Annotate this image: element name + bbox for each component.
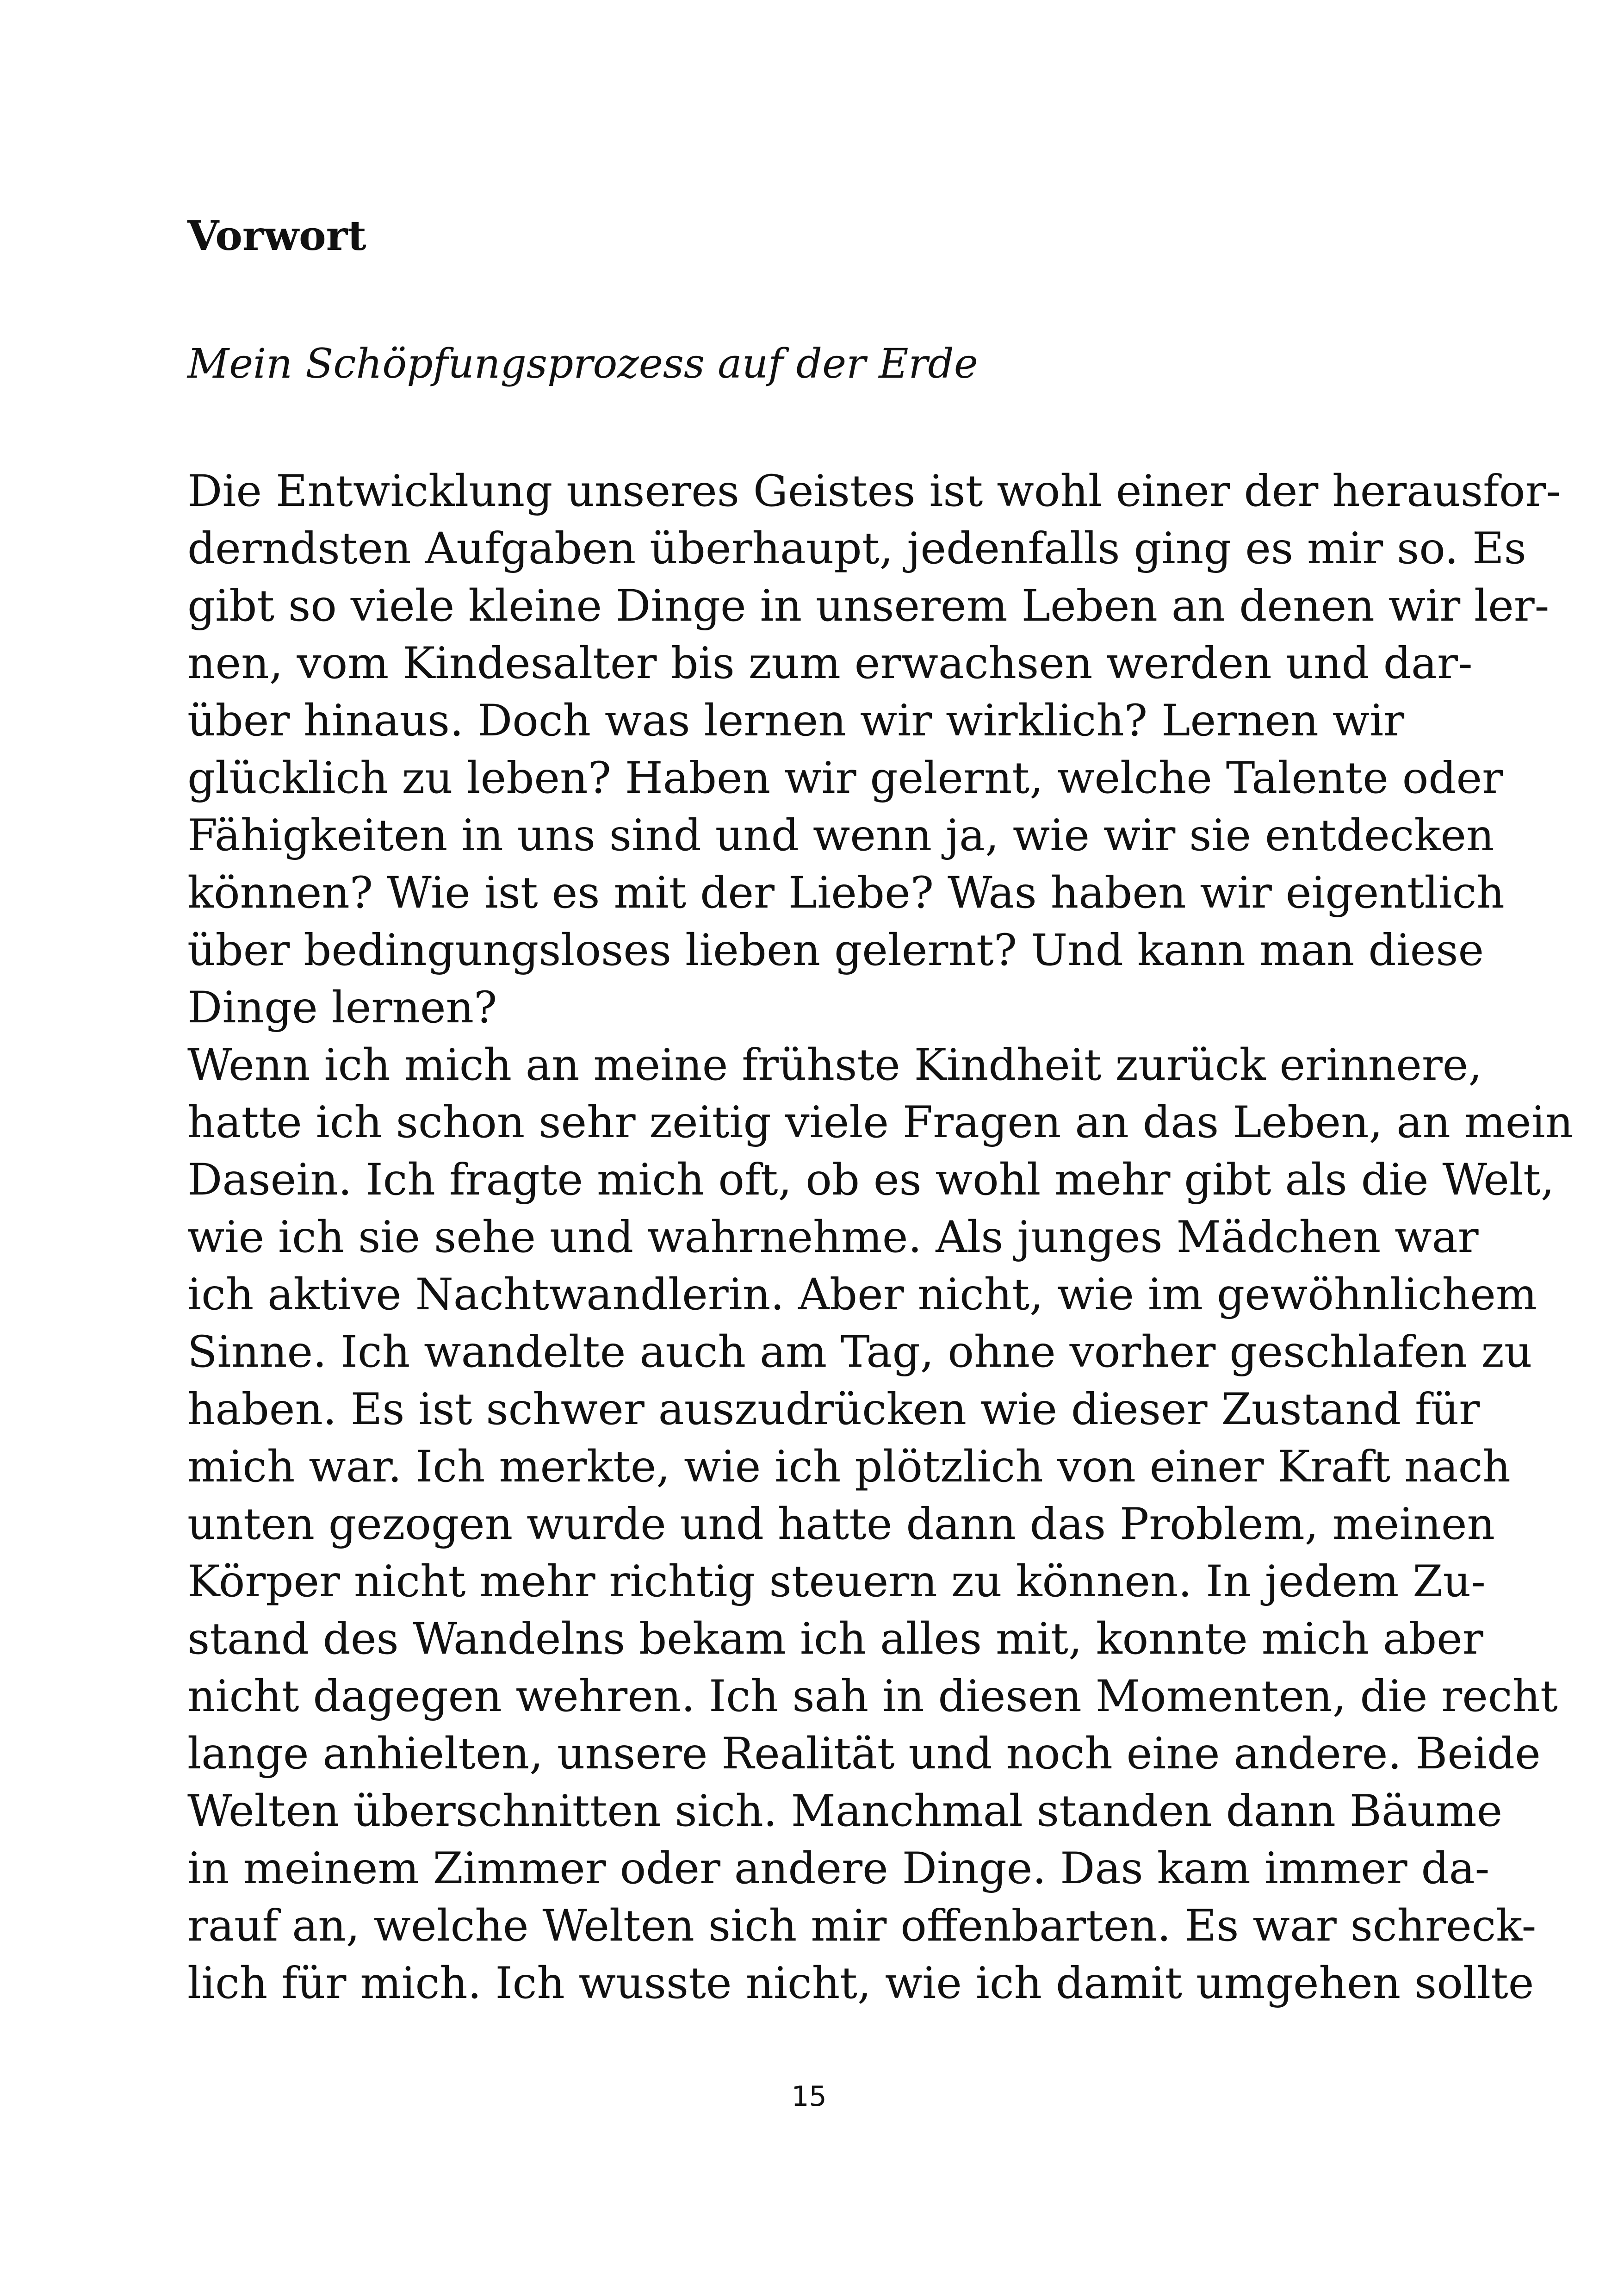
text-line: nen, vom Kindesalter bis zum erwachsen werden und dar-	[187, 638, 1473, 689]
text-line: ich aktive Nachtwandlerin. Aber nicht, wie im gewöhnlichem	[187, 1269, 1537, 1320]
chapter-subtitle: Mein Schöpfungsprozess auf der Erde	[187, 340, 978, 387]
text-line: in meinem Zimmer oder andere Dinge. Das kam immer da-	[187, 1843, 1490, 1894]
text-line: lange anhielten, unsere Realität und noch eine andere. Beide	[187, 1729, 1541, 1779]
text-line: Fähigkeiten in uns sind und wenn ja, wie wir sie entdecken	[187, 810, 1494, 861]
text-line: Die Entwicklung unseres Geistes ist wohl einer der herausfor-	[187, 466, 1561, 516]
text-line: über hinaus. Doch was lernen wir wirklich? Lernen wir	[187, 696, 1405, 746]
text-line: rauf an, welche Welten sich mir offenbarten. Es war schreck-	[187, 1901, 1537, 1951]
body-text	[187, 463, 1573, 2012]
text-line: derndsten Aufgaben überhaupt, jedenfalls ging es mir so. Es	[187, 523, 1526, 574]
text-line: stand des Wandelns bekam ich alles mit, konnte mich aber	[187, 1614, 1483, 1664]
text-line: Sinne. Ich wandelte auch am Tag, ohne vorher geschlafen zu	[187, 1327, 1532, 1377]
text-line: wie ich sie sehe und wahrnehme. Als junges Mädchen war	[187, 1212, 1479, 1263]
text-line: hatte ich schon sehr zeitig viele Fragen an das Leben, an mein	[187, 1097, 1574, 1148]
text-line: nicht dagegen wehren. Ich sah in diesen Momenten, die recht	[187, 1671, 1558, 1722]
text-line: Welten überschnitten sich. Manchmal standen dann Bäume	[187, 1786, 1503, 1836]
text-line: unten gezogen wurde und hatte dann das Problem, meinen	[187, 1499, 1495, 1549]
page-number: 15	[791, 2080, 827, 2113]
text-line: Körper nicht mehr richtig steuern zu können. In jedem Zu-	[187, 1556, 1486, 1607]
text-line: haben. Es ist schwer auszudrücken wie dieser Zustand für	[187, 1384, 1480, 1435]
text-line: über bedingungsloses lieben gelernt? Und kann man diese	[187, 925, 1484, 976]
text-line: gibt so viele kleine Dinge in unserem Leben an denen wir ler-	[187, 581, 1550, 631]
text-line: Wenn ich mich an meine frühste Kindheit zurück erinnere,	[187, 1040, 1482, 1090]
text-line: mich war. Ich merkte, wie ich plötzlich von einer Kraft nach	[187, 1442, 1511, 1492]
text-line: lich für mich. Ich wusste nicht, wie ich damit umgehen sollte	[187, 1958, 1534, 2009]
text-line: glücklich zu leben? Haben wir gelernt, welche Talente oder	[187, 753, 1503, 803]
chapter-heading: Vorwort	[187, 212, 366, 260]
text-line: Dasein. Ich fragte mich oft, ob es wohl mehr gibt als die Welt,	[187, 1155, 1555, 1205]
text-line: Dinge lernen?	[187, 983, 497, 1033]
text-line: können? Wie ist es mit der Liebe? Was haben wir eigentlich	[187, 868, 1505, 918]
